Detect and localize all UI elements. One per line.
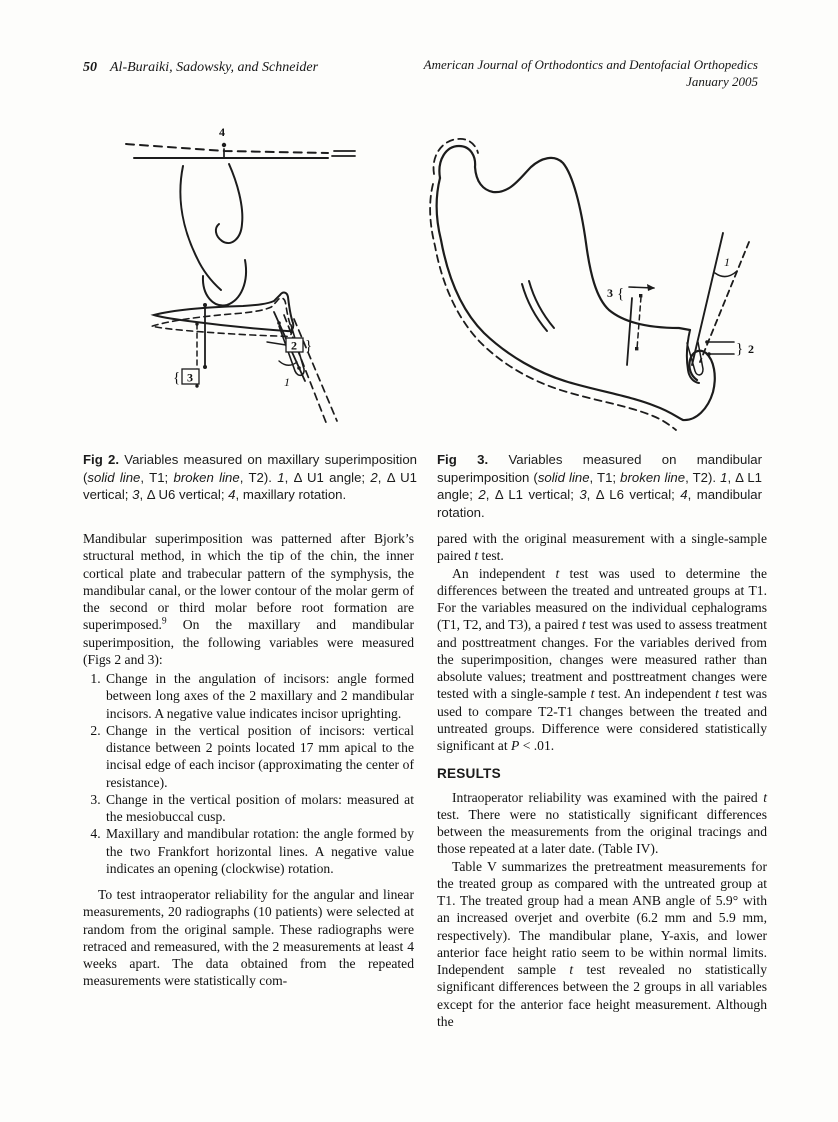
fig2-label-1: 1 (284, 375, 290, 389)
variables-list (83, 670, 414, 877)
fig3-drawing (426, 116, 776, 442)
fig2-caption: Fig 2. Variables measured on maxillary superimposition (solid line, T1; broken line, T2). 1, Δ U1 angle; 2, Δ U1 vertical; 3, Δ U6 vertical; 4, maxillary rotation. (83, 452, 417, 503)
fig2-drawing (98, 118, 410, 442)
paragraph-results-1: Intraoperator reliability was examined with the paired t test. There were no statistically significant differences between the measurements from the original tracings and those repeated at a later date. (Table IV). (437, 789, 767, 857)
body-column-left (83, 530, 414, 990)
fig3-measure-2 (705, 340, 754, 357)
fig3-measure-3 (607, 284, 655, 365)
fig3-caption: Fig 3. Variables measured on mandibular superimposition (solid line, T1; broken line, T2). 1, Δ L1 angle; 2, Δ L1 vertical; 3, Δ L6 vertical; 4, mandibular rotation. (437, 452, 762, 521)
list-item: 1. Change in the angulation of incisors: angle formed between long axes of the 2 maxillary and 2 mandibular incisors. A negative value indicates incisor uprighting. (104, 670, 414, 722)
fig3-label-1: 1 (724, 255, 730, 269)
paragraph-statistics: An independent t test was used to determine the differences between the treated and untreated groups at T1. For the variables measured on the individual cephalograms (T1, T2, and T3), a paired t test was used to assess treatment and posttreatment changes. For the variables derived from the superimposition, changes were measured rather than absolute values; treatment and posttreatment changes were tested with a single-sample t test. An independent t test was used to compare T2-T1 changes between the treated and untreated groups. Difference were considered statistically significant at P < .01. (437, 565, 767, 753)
fig2-incisor (274, 312, 337, 425)
paragraph-mandibular-superimposition: Mandibular superimposition was patterned after Bjork’s structural method, in which the tip of the chin, the inner cortical plate and trabecular pattern of the symphysis, the mandibular canal, or the lower contour of the molar germ of the second or third molar before root formation are superimposed.$^9$ On the maxillary and mandibular superimposition, the following variables were measured (Figs 2 and 3): (83, 531, 414, 667)
fig2-label-2: 2 (291, 338, 297, 353)
fig3-mandible-solid (437, 146, 715, 420)
authors: Al-Buraiki, Sadowsky, and Schneider (110, 60, 319, 75)
paragraph-reliability: To test intraoperator reliability for the angular and linear measurements, 20 radiographs (10 patients) were selected at random from the original sample. These radiographs were retraced and remeasured, with the 2 measurements at least 4 weeks apart. The data obtained from the repeated measurements were statistically com- (83, 887, 414, 989)
running-head-left (83, 60, 318, 76)
journal-title: American Journal of Orthodontics and Dentofacial Orthopedics (423, 57, 758, 72)
fig2-maxilla-outline (151, 293, 293, 343)
fig3-mandible-dashed (430, 139, 676, 430)
page-number: 50 (83, 60, 97, 75)
fig3-label-3: 3 (607, 286, 613, 300)
fig2-measure-2 (267, 338, 312, 354)
running-head-right (424, 57, 758, 90)
fig2-label-4: 4 (219, 125, 225, 139)
fig2-label-3: 3 (187, 370, 193, 385)
journal-issue: January 2005 (686, 73, 758, 89)
list-item: 2. Change in the vertical position of incisors: vertical distance between 2 points located 17 mm apical to the incisal edge of each incisor (approximating the center of resistance). (104, 722, 414, 791)
fig3-mandibular-canal (522, 281, 554, 331)
list-item: 4. Maxillary and mandibular rotation: the angle formed by the two Frankfort horizontal lines. A negative value indicates an opening (clockwise) rotation. (104, 825, 414, 877)
paragraph-continued: pared with the original measurement with a single-sample paired t test. (437, 531, 767, 564)
fig3-brace-2: } (736, 341, 744, 357)
fig2-measure-3 (173, 303, 207, 388)
results-heading: RESULTS (437, 766, 501, 782)
body-column-right (437, 530, 767, 1030)
fig2-frankfort-lines (126, 125, 355, 158)
fig2-brace-3: { (173, 370, 181, 386)
fig2-nasal-outline (180, 164, 246, 305)
fig3-brace-3: { (617, 286, 625, 302)
list-item: 3. Change in the vertical position of molars: measured at the mesiobuccal cusp. (104, 791, 414, 826)
fig2-brace-2: } (305, 338, 313, 354)
paragraph-results-2: Table V summarizes the pretreatment measurements for the treated group as compared with the untreated group at T1. The treated group had a mean ANB angle of 5.9° with an increased overjet and overbite (6.2 mm and 5.9 mm, respectively). The mandibular plane, Y-axis, and lower anterior face height ratio seem to be within normal limits. Independent sample t test revealed no statistically significant differences between the 2 groups in all variables except for the anterior face height measurement. Although the (437, 858, 767, 1029)
fig3-label-2: 2 (748, 342, 754, 356)
